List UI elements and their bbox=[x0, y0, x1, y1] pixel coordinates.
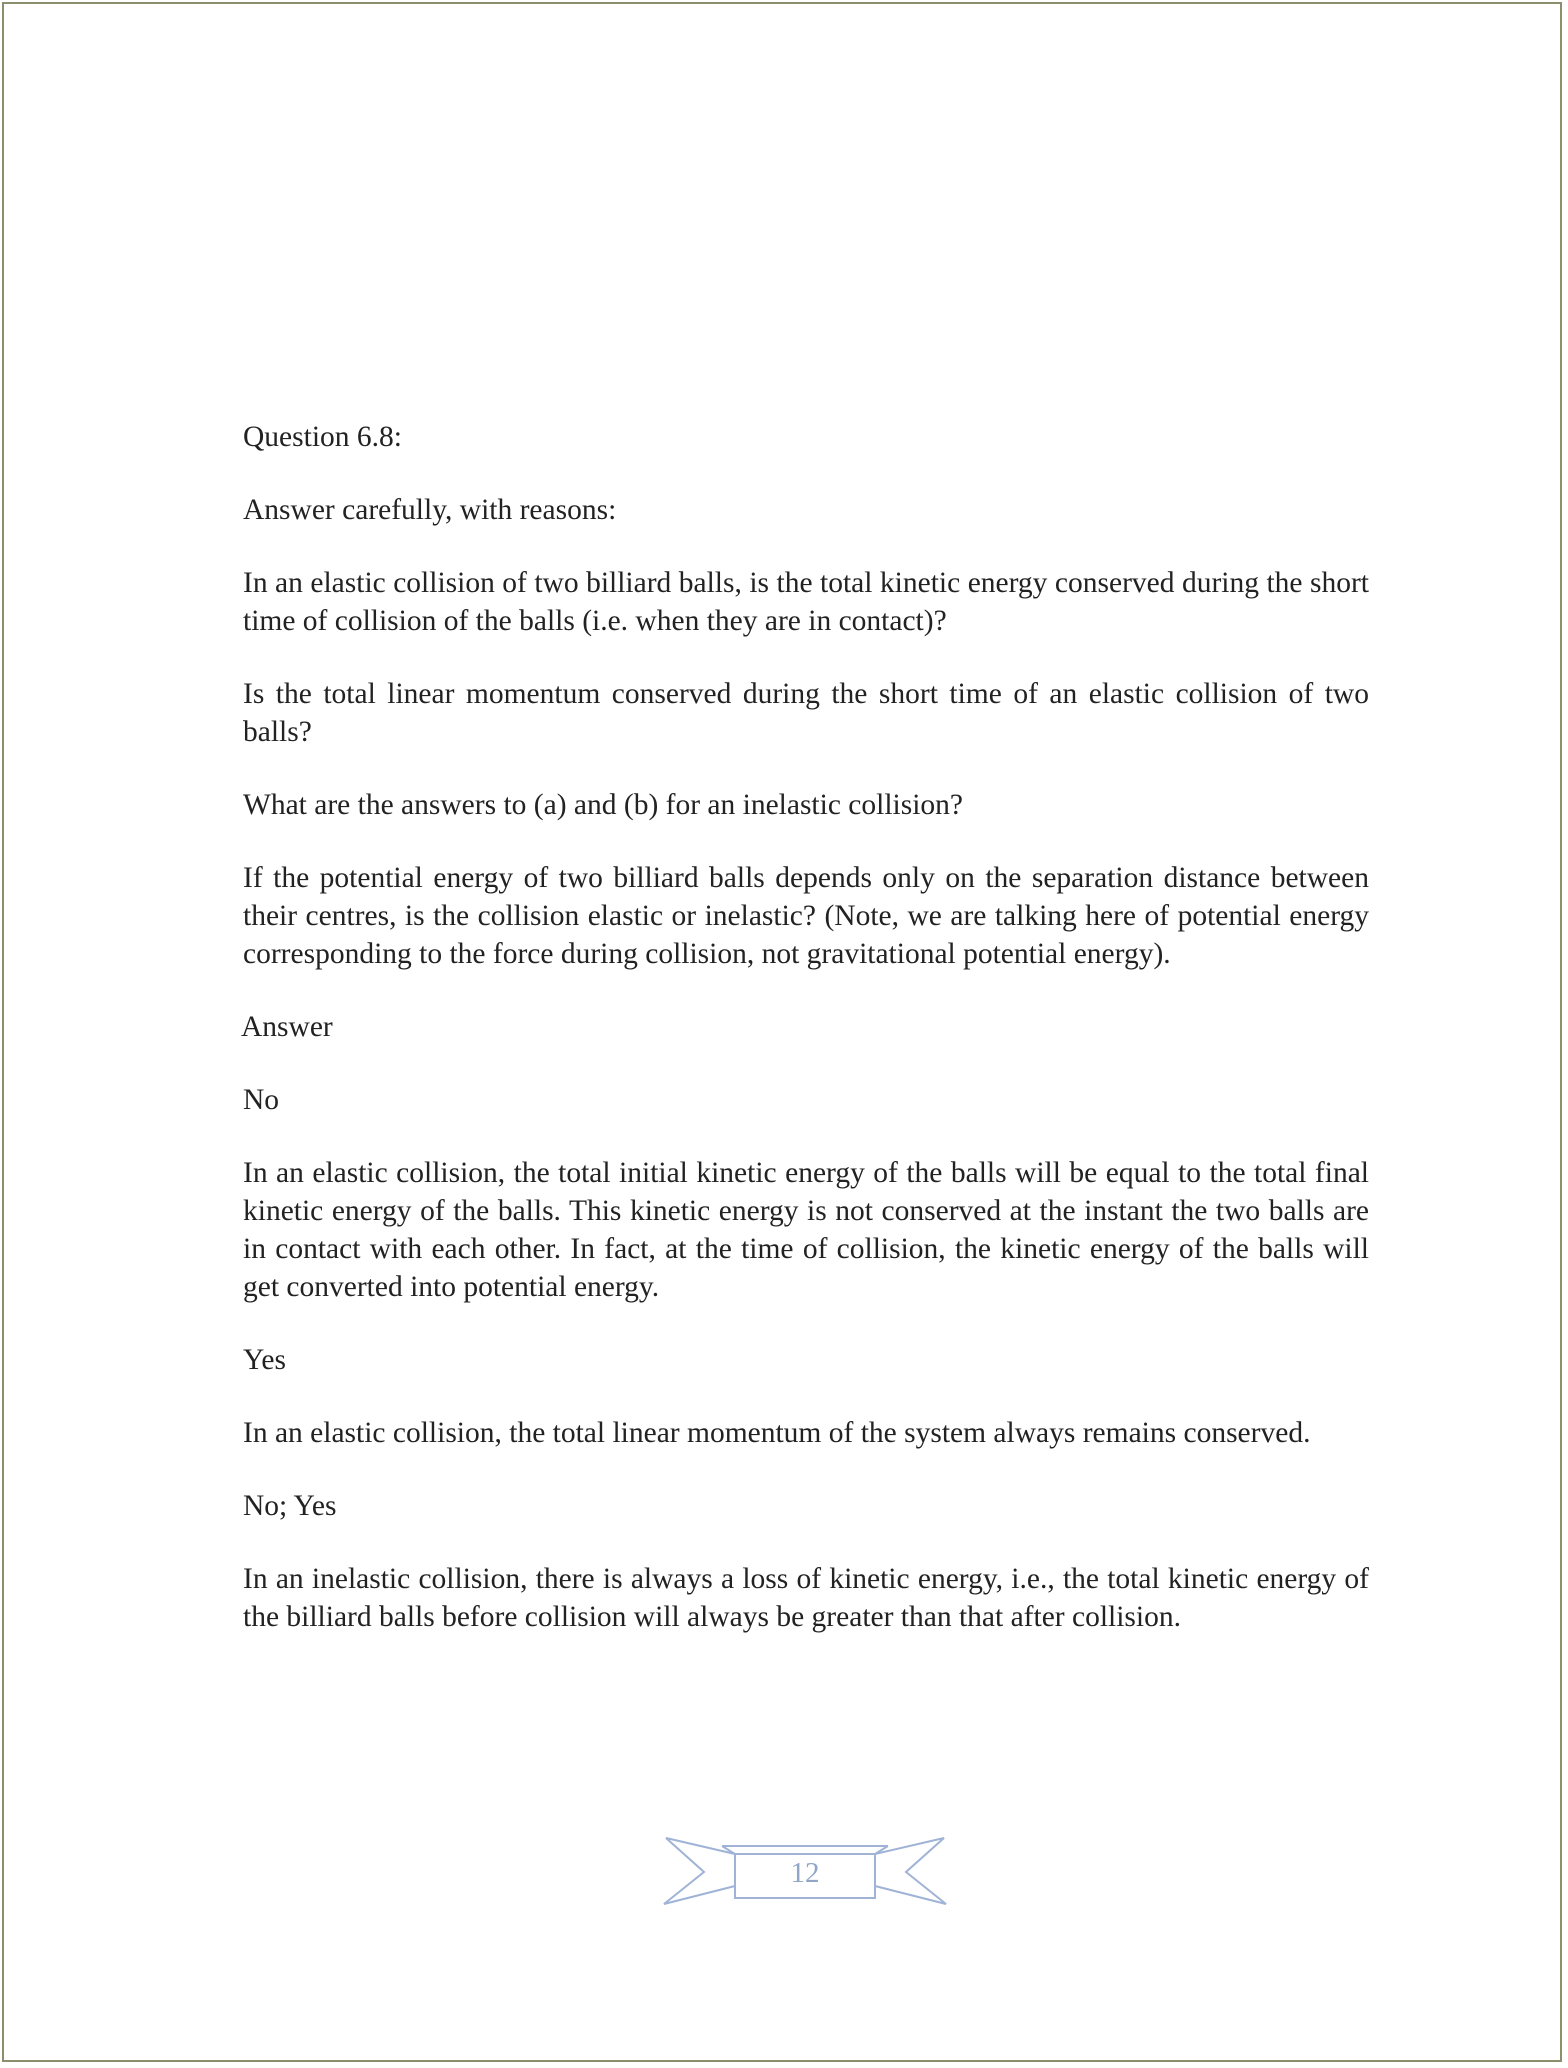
question-intro: Answer carefully, with reasons: bbox=[243, 494, 617, 526]
question-part-a: In an elastic collision of two billiard balls, is the total kinetic energy conserved during the short time of collision of the balls (i.e. when they are in contact)? bbox=[243, 567, 1369, 637]
document-body bbox=[243, 418, 1369, 1671]
answer-c-explanation: In an inelastic collision, there is always a loss of kinetic energy, i.e., the total kinetic energy of the billiard balls before collision will always be greater than that after collision. bbox=[243, 1563, 1369, 1633]
answer-b-explanation: In an elastic collision, the total linear momentum of the system always remains conserved. bbox=[243, 1417, 1311, 1449]
page-footer bbox=[660, 1836, 950, 1906]
question-part-d: If the potential energy of two billiard balls depends only on the separation distance between their centres, is the collision elastic or inelastic? (Note, we are talking here of potential energy corresponding to the force during collision, not gravitational potential energy). bbox=[243, 862, 1369, 970]
answer-c-verdict: No; Yes bbox=[243, 1490, 337, 1522]
question-part-b: Is the total linear momentum conserved during the short time of an elastic collision of two balls? bbox=[243, 678, 1369, 748]
answer-a-explanation: In an elastic collision, the total initial kinetic energy of the balls will be equal to the total final kinetic energy of the balls. This kinetic energy is not conserved at the instant the two balls are in contact with each other. In fact, at the time of collision, the kinetic energy of the balls will get converted into potential energy. bbox=[243, 1157, 1369, 1303]
question-part-c: What are the answers to (a) and (b) for an inelastic collision? bbox=[243, 789, 963, 821]
page-number: 12 bbox=[790, 1857, 820, 1889]
answer-b-verdict: Yes bbox=[243, 1344, 286, 1376]
answer-a-verdict: No bbox=[243, 1084, 280, 1116]
question-title: Question 6.8: bbox=[243, 421, 402, 453]
answer-heading: Answer bbox=[241, 1011, 333, 1043]
